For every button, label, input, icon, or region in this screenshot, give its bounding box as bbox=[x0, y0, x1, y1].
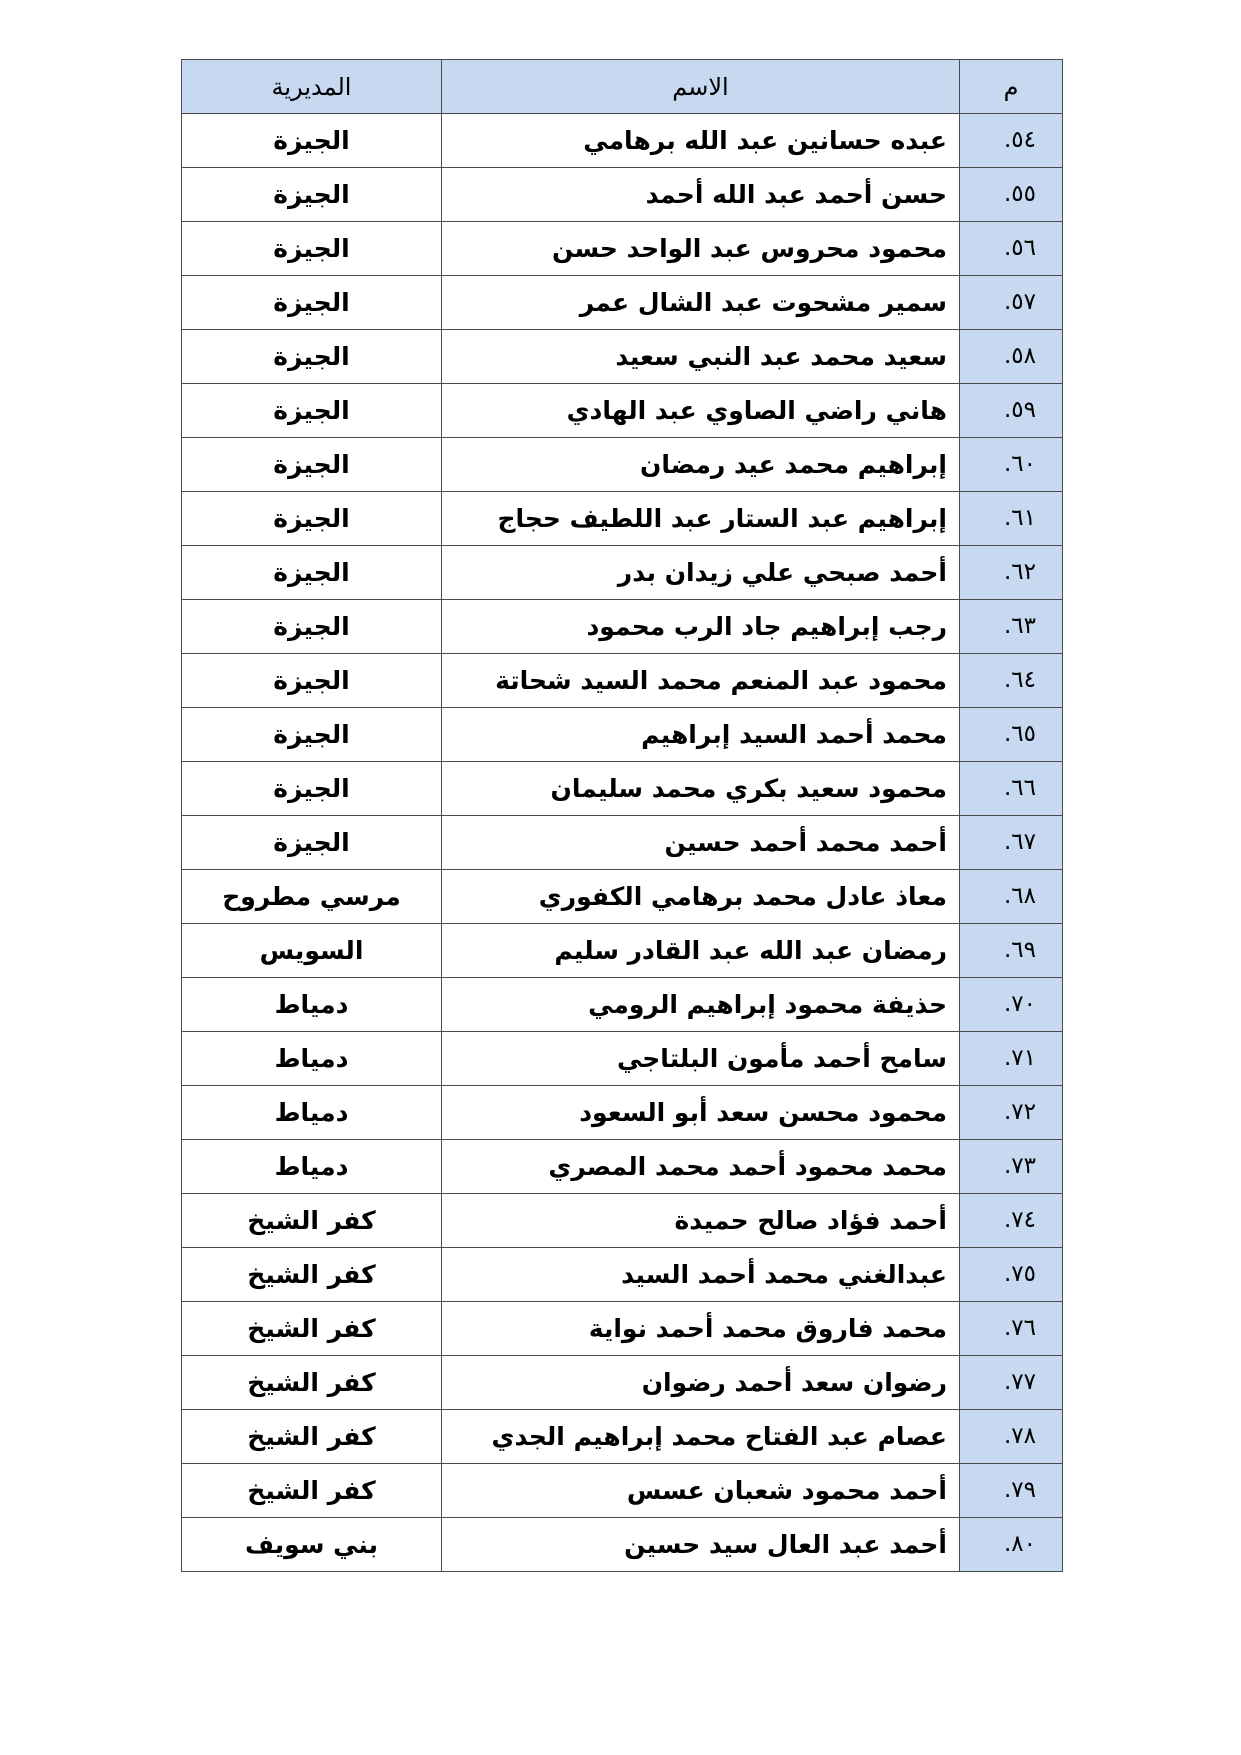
row-name: أحمد محمود شعبان عسس bbox=[442, 1464, 960, 1518]
row-name: عبده حسانين عبد الله برهامي bbox=[442, 114, 960, 168]
table-row bbox=[182, 384, 1063, 438]
row-number: ٥٩. bbox=[960, 384, 1063, 438]
row-number: ٧٩. bbox=[960, 1464, 1063, 1518]
row-number: ٧٢. bbox=[960, 1086, 1063, 1140]
table-row bbox=[182, 600, 1063, 654]
table-row bbox=[182, 1248, 1063, 1302]
row-name: أحمد محمد أحمد حسين bbox=[442, 816, 960, 870]
row-directorate: كفر الشيخ bbox=[182, 1356, 442, 1410]
row-directorate: كفر الشيخ bbox=[182, 1464, 442, 1518]
table-row bbox=[182, 1302, 1063, 1356]
table-row bbox=[182, 1140, 1063, 1194]
row-name: محمد أحمد السيد إبراهيم bbox=[442, 708, 960, 762]
row-number: ٦١. bbox=[960, 492, 1063, 546]
row-name: حذيفة محمود إبراهيم الرومي bbox=[442, 978, 960, 1032]
table-row bbox=[182, 438, 1063, 492]
table-row bbox=[182, 870, 1063, 924]
row-number: ٦٠. bbox=[960, 438, 1063, 492]
row-directorate: بني سويف bbox=[182, 1518, 442, 1572]
row-name: محمود سعيد بكري محمد سليمان bbox=[442, 762, 960, 816]
row-name: أحمد فؤاد صالح حميدة bbox=[442, 1194, 960, 1248]
row-name: معاذ عادل محمد برهامي الكفوري bbox=[442, 870, 960, 924]
row-name: إبراهيم محمد عيد رمضان bbox=[442, 438, 960, 492]
row-number: ٧٦. bbox=[960, 1302, 1063, 1356]
table-row bbox=[182, 276, 1063, 330]
row-name: سامح أحمد مأمون البلتاجي bbox=[442, 1032, 960, 1086]
row-number: ٦٢. bbox=[960, 546, 1063, 600]
row-directorate: الجيزة bbox=[182, 708, 442, 762]
row-number: ٧٨. bbox=[960, 1410, 1063, 1464]
row-number: ٨٠. bbox=[960, 1518, 1063, 1572]
row-name: عصام عبد الفتاح محمد إبراهيم الجدي bbox=[442, 1410, 960, 1464]
row-number: ٥٧. bbox=[960, 276, 1063, 330]
table-row bbox=[182, 708, 1063, 762]
table-row bbox=[182, 492, 1063, 546]
row-number: ٥٦. bbox=[960, 222, 1063, 276]
row-directorate: الجيزة bbox=[182, 546, 442, 600]
row-name: محمد محمود أحمد محمد المصري bbox=[442, 1140, 960, 1194]
row-directorate: دمياط bbox=[182, 1032, 442, 1086]
row-name: محمود محروس عبد الواحد حسن bbox=[442, 222, 960, 276]
row-name: محمد فاروق محمد أحمد نواية bbox=[442, 1302, 960, 1356]
row-directorate: الجيزة bbox=[182, 438, 442, 492]
table-row bbox=[182, 1086, 1063, 1140]
row-name: حسن أحمد عبد الله أحمد bbox=[442, 168, 960, 222]
row-directorate: الجيزة bbox=[182, 600, 442, 654]
table-row bbox=[182, 978, 1063, 1032]
row-directorate: الجيزة bbox=[182, 114, 442, 168]
row-directorate: كفر الشيخ bbox=[182, 1248, 442, 1302]
header-directorate: المديرية bbox=[182, 60, 442, 114]
row-directorate: مرسي مطروح bbox=[182, 870, 442, 924]
row-name: رضوان سعد أحمد رضوان bbox=[442, 1356, 960, 1410]
table-header bbox=[182, 60, 1063, 114]
table-row bbox=[182, 924, 1063, 978]
row-number: ٦٣. bbox=[960, 600, 1063, 654]
row-name: أحمد عبد العال سيد حسين bbox=[442, 1518, 960, 1572]
row-name: أحمد صبحي علي زيدان بدر bbox=[442, 546, 960, 600]
row-number: ٧٠. bbox=[960, 978, 1063, 1032]
row-directorate: الجيزة bbox=[182, 384, 442, 438]
table-row bbox=[182, 1032, 1063, 1086]
row-number: ٥٨. bbox=[960, 330, 1063, 384]
header-row bbox=[182, 60, 1063, 114]
table-row bbox=[182, 816, 1063, 870]
table-row bbox=[182, 1356, 1063, 1410]
names-table bbox=[181, 59, 1063, 1572]
row-name: محمود عبد المنعم محمد السيد شحاتة bbox=[442, 654, 960, 708]
header-number: م bbox=[960, 60, 1063, 114]
row-number: ٦٦. bbox=[960, 762, 1063, 816]
row-directorate: الجيزة bbox=[182, 492, 442, 546]
row-number: ٧٥. bbox=[960, 1248, 1063, 1302]
row-number: ٧٧. bbox=[960, 1356, 1063, 1410]
row-number: ٦٧. bbox=[960, 816, 1063, 870]
row-name: رمضان عبد الله عبد القادر سليم bbox=[442, 924, 960, 978]
row-number: ٦٨. bbox=[960, 870, 1063, 924]
table-row bbox=[182, 330, 1063, 384]
row-directorate: السويس bbox=[182, 924, 442, 978]
table-row bbox=[182, 762, 1063, 816]
row-number: ٧٣. bbox=[960, 1140, 1063, 1194]
table-body bbox=[182, 114, 1063, 1572]
row-directorate: كفر الشيخ bbox=[182, 1302, 442, 1356]
row-directorate: دمياط bbox=[182, 1140, 442, 1194]
row-directorate: الجيزة bbox=[182, 276, 442, 330]
row-name: عبدالغني محمد أحمد السيد bbox=[442, 1248, 960, 1302]
row-name: سمير مشحوت عبد الشال عمر bbox=[442, 276, 960, 330]
table-row bbox=[182, 546, 1063, 600]
row-name: محمود محسن سعد أبو السعود bbox=[442, 1086, 960, 1140]
row-directorate: كفر الشيخ bbox=[182, 1194, 442, 1248]
row-number: ٧١. bbox=[960, 1032, 1063, 1086]
row-number: ٥٥. bbox=[960, 168, 1063, 222]
table-row bbox=[182, 222, 1063, 276]
row-directorate: الجيزة bbox=[182, 222, 442, 276]
table-row bbox=[182, 1518, 1063, 1572]
table-row bbox=[182, 1410, 1063, 1464]
table-row bbox=[182, 654, 1063, 708]
row-directorate: كفر الشيخ bbox=[182, 1410, 442, 1464]
row-directorate: دمياط bbox=[182, 1086, 442, 1140]
row-directorate: الجيزة bbox=[182, 654, 442, 708]
row-number: ٦٥. bbox=[960, 708, 1063, 762]
row-number: ٦٤. bbox=[960, 654, 1063, 708]
row-directorate: الجيزة bbox=[182, 168, 442, 222]
table-row bbox=[182, 1194, 1063, 1248]
row-name: هاني راضي الصاوي عبد الهادي bbox=[442, 384, 960, 438]
row-name: سعيد محمد عبد النبي سعيد bbox=[442, 330, 960, 384]
header-name: الاسم bbox=[442, 60, 960, 114]
row-name: رجب إبراهيم جاد الرب محمود bbox=[442, 600, 960, 654]
row-name: إبراهيم عبد الستار عبد اللطيف حجاج bbox=[442, 492, 960, 546]
row-number: ٥٤. bbox=[960, 114, 1063, 168]
table-row bbox=[182, 168, 1063, 222]
row-directorate: الجيزة bbox=[182, 762, 442, 816]
row-directorate: الجيزة bbox=[182, 816, 442, 870]
table-row bbox=[182, 114, 1063, 168]
row-directorate: الجيزة bbox=[182, 330, 442, 384]
row-directorate: دمياط bbox=[182, 978, 442, 1032]
row-number: ٦٩. bbox=[960, 924, 1063, 978]
row-number: ٧٤. bbox=[960, 1194, 1063, 1248]
table-row bbox=[182, 1464, 1063, 1518]
